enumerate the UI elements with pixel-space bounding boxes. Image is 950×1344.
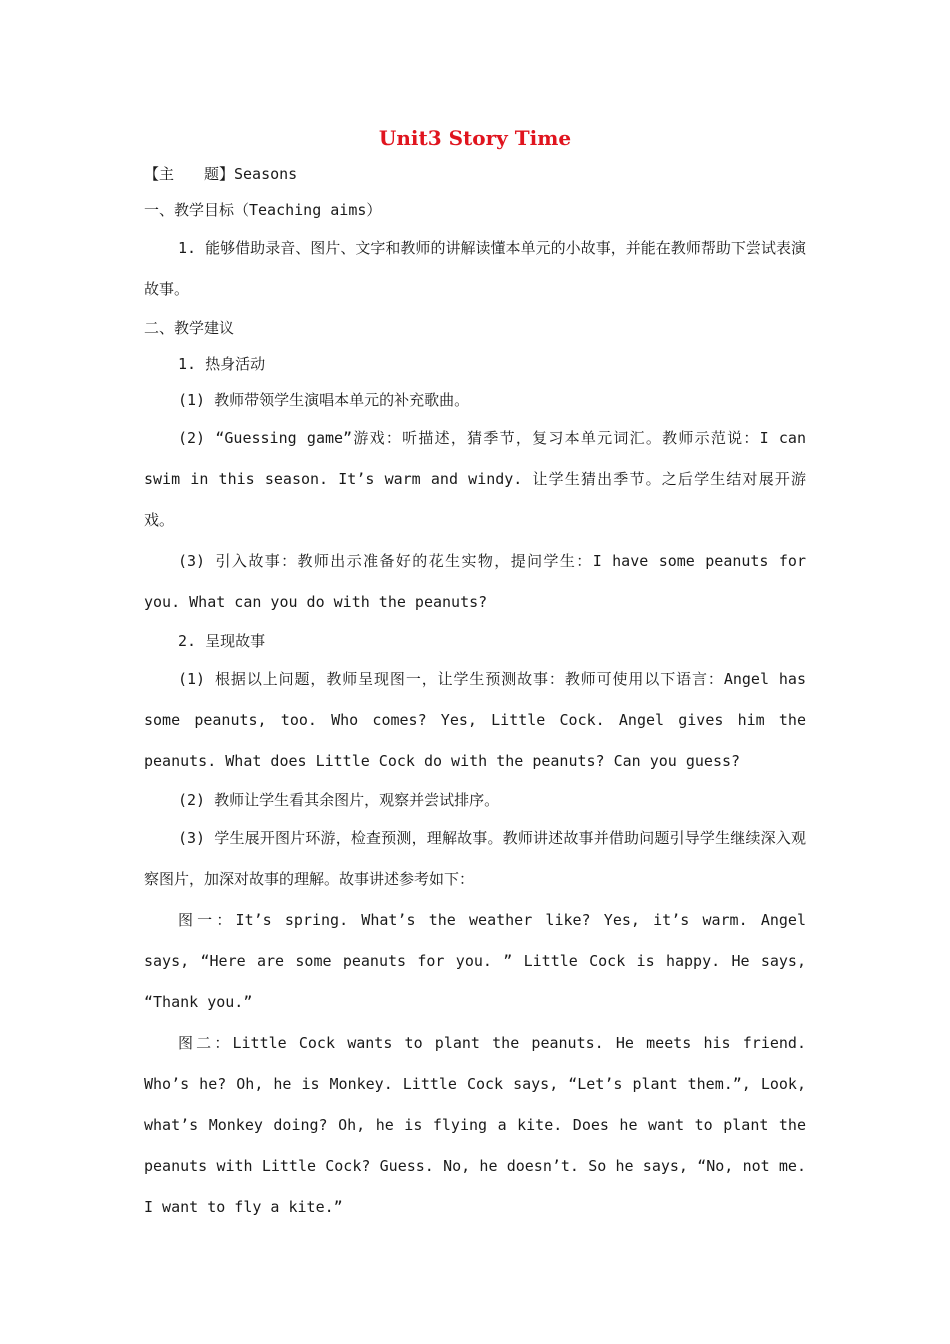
story-picture-2: 图二：Little Cock wants to plant the peanuts. He meets his friend. Who’s he? Oh, he is Monkey. Little Cock says, “Let’s plant them.”, Look, what’s Monkey doing? Oh, he is flying a kite. Does he want to plant the peanuts with Little Cock? Guess. No, he doesn’t. So he says, “No, not me. I want to fly a kite.”	[144, 1034, 806, 1216]
page-title: Unit3 Story Time	[378, 126, 572, 150]
section-heading-suggestions: 二、教学建议	[144, 319, 235, 337]
subheading-present: 2. 呈现故事	[178, 632, 266, 650]
document-body	[144, 120, 806, 1228]
present-item-3: (3) 学生展开图片环游，检查预测，理解故事。教师讲述故事并借助问题引导学生继续深入观察图片，加深对故事的理解。故事讲述参考如下：	[144, 829, 806, 888]
present-item-2: (2) 教师让学生看其余图片，观察并尝试排序。	[178, 791, 500, 809]
warmup-item-1: (1) 教师带领学生演唱本单元的补充歌曲。	[178, 391, 470, 409]
subheading-warmup: 1. 热身活动	[178, 355, 266, 373]
story-picture-1: 图一：It’s spring. What’s the weather like? Yes, it’s warm. Angel says, “Here are some peanuts for you. ” Little Cock is happy. He says, “Thank you.”	[144, 911, 806, 1011]
aim-item-1: 1. 能够借助录音、图片、文字和教师的讲解读懂本单元的小故事，并能在教师帮助下尝试表演故事。	[144, 239, 806, 298]
warmup-item-2: (2) “Guessing game”游戏：听描述，猜季节，复习本单元词汇。教师示范说：I can swim in this season. It’s warm and windy. 让学生猜出季节。之后学生结对展开游戏。	[144, 429, 806, 529]
topic-line: 【主 题】Seasons	[144, 165, 298, 183]
present-item-1: (1) 根据以上问题，教师呈现图一，让学生预测故事：教师可使用以下语言：Angel has some peanuts, too. Who comes? Yes, Little Cock. Angel gives him the peanuts. What does Little Cock do with the peanuts? Can you guess?	[144, 670, 806, 770]
warmup-item-3: (3) 引入故事：教师出示准备好的花生实物，提问学生：I have some peanuts for you. What can you do with the peanuts?	[144, 552, 806, 611]
section-heading-aims: 一、教学目标（Teaching aims）	[144, 201, 382, 219]
